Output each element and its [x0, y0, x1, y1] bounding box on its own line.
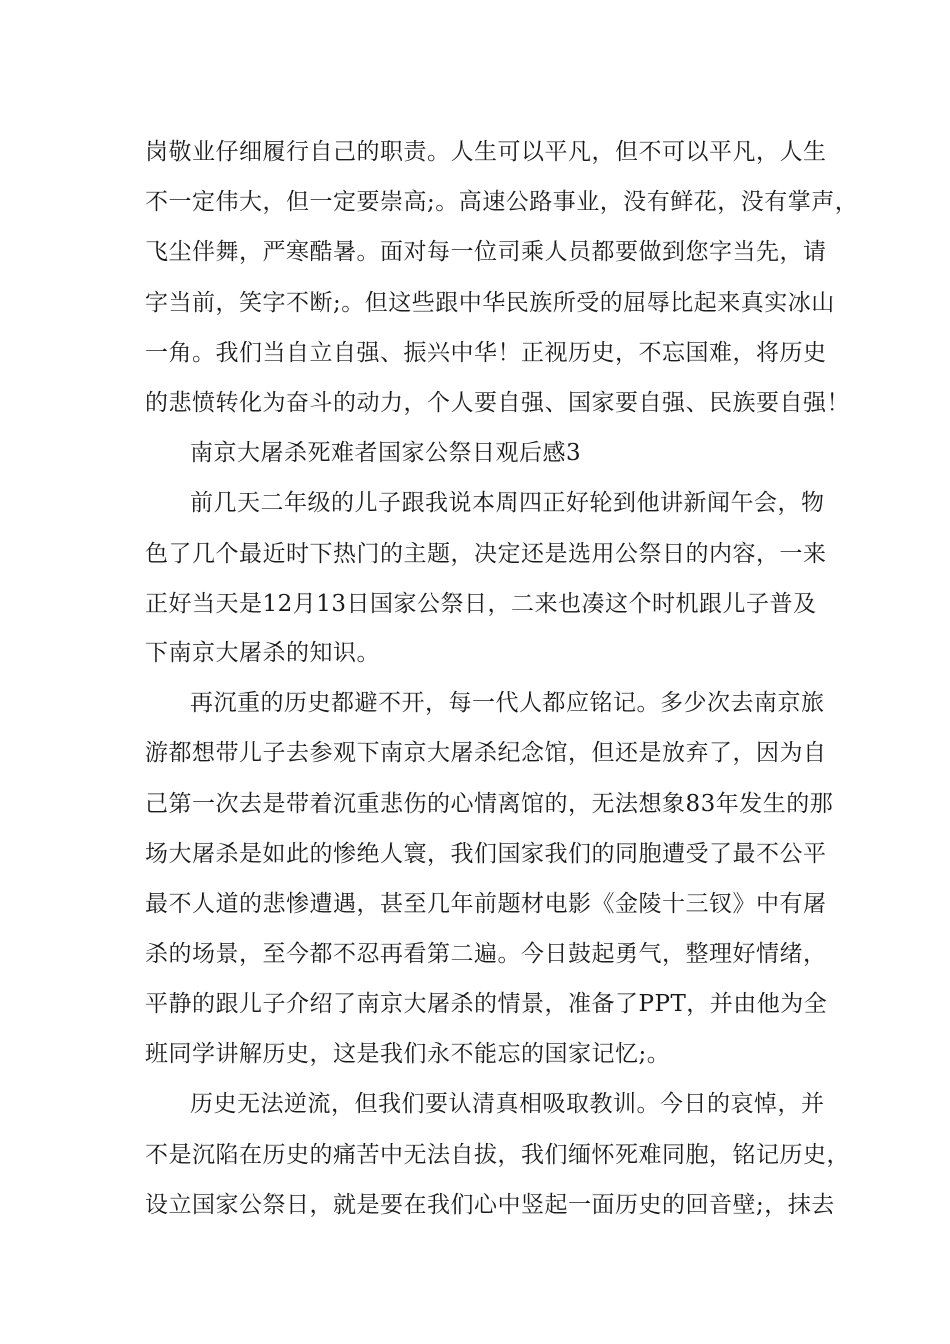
text-line: 设立国家公祭日，就是要在我们心中竖起一面历史的回音壁;，抹去 — [145, 1192, 835, 1218]
section-heading: 南京大屠杀死难者国家公祭日观后感3 — [190, 440, 582, 466]
text-line: 下南京大屠杀的知识。 — [145, 640, 380, 666]
text-line: 最不人道的悲惨遭遇，甚至几年前题材电影《金陵十三钗》中有屠 — [145, 891, 827, 917]
text-line: 平静的跟儿子介绍了南京大屠杀的情景，准备了PPT，并由他为全 — [145, 991, 828, 1017]
text-line: 班同学讲解历史，这是我们永不能忘的国家记忆;。 — [145, 1041, 671, 1067]
text-line: 正好当天是12月13日国家公祭日，二来也凑这个时机跟儿子普及 — [145, 591, 817, 617]
text-line: 不一定伟大，但一定要崇高;。高速公路事业，没有鲜花，没有掌声， — [145, 189, 859, 215]
text-line: 游都想带儿子去参观下南京大屠杀纪念馆，但还是放弃了，因为自 — [145, 740, 827, 766]
text-line: 飞尘伴舞，严寒酷暑。面对每一位司乘人员都要做到您字当先，请 — [145, 239, 827, 265]
text-line: 历史无法逆流，但我们要认清真相吸取教训。今日的哀悼，并 — [190, 1091, 825, 1117]
text-line: 前几天二年级的儿子跟我说本周四正好轮到他讲新闻午会，物 — [190, 490, 825, 516]
text-line: 的悲愤转化为奋斗的动力，个人要自强、国家要自强、民族要自强！ — [145, 390, 850, 416]
text-line: 岗敬业仔细履行自己的职责。人生可以平凡，但不可以平凡，人生 — [145, 139, 827, 165]
text-line: 色了几个最近时下热门的主题，决定还是选用公祭日的内容，一来 — [145, 541, 827, 567]
text-line: 场大屠杀是如此的惨绝人寰，我们国家我们的同胞遭受了最不公平 — [145, 841, 827, 867]
text-line: 杀的场景，至今都不忍再看第二遍。今日鼓起勇气，整理好情绪， — [145, 941, 827, 967]
text-line: 一角。我们当自立自强、振兴中华！正视历史，不忘国难，将历史 — [145, 340, 827, 366]
text-line: 己第一次去是带着沉重悲伤的心情离馆的，无法想象83年发生的那 — [145, 791, 834, 817]
text-line: 字当前，笑字不断;。但这些跟中华民族所受的屈辱比起来真实冰山 — [145, 290, 835, 316]
text-line: 再沉重的历史都避不开，每一代人都应铭记。多少次去南京旅 — [190, 690, 825, 716]
text-line: 不是沉陷在历史的痛苦中无法自拔，我们缅怀死难同胞，铭记历史， — [145, 1142, 850, 1168]
